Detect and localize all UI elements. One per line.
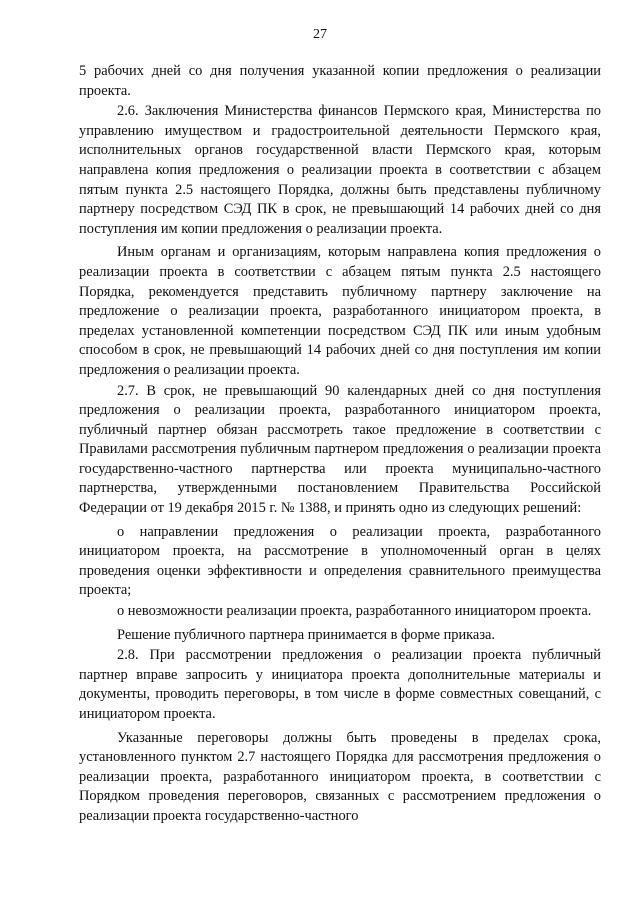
paragraph-2-6: 2.6. Заключения Министерства финансов Пермского края, Министерства по управлению имуществом и градостроительной деятельности Пермского края, исполнительных органов государственной власти Пермского края, которым направлена копия предложения о реализации проекта в соответствии с абзацем пятым пункта 2.5 настоящего Порядка, должны быть представлены публичному партнеру посредством СЭД ПК в срок, не превышающий 14 рабочих дней со дня поступления им копии предложения о реализации проекта. (79, 103, 601, 237)
paragraph-other-organs: Иным органам и организациям, которым направлена копия предложения о реализации проекта в соответствии с абзацем пятым пункта 2.5 настоящего Порядка, рекомендуется представить публичному партнеру заключение на предложение о реализации проекта, разработанного инициатором проекта, в пределах установленной компетенции посредством СЭД ПК или иным удобным способом в срок, не превышающий 14 рабочих дней со дня поступления им копии предложения о реализации проекта. (79, 244, 601, 378)
paragraph-negotiations: Указанные переговоры должны быть проведены в пределах срока, установленного пунктом 2.7 настоящего Порядка для рассмотрения предложения о реализации проекта, разработанного инициатором проекта, в соответствии с Порядком проведения переговоров, связанных с рассмотрением предложения о реализации проекта государственно-частного (79, 729, 601, 824)
document-body (79, 62, 601, 827)
paragraph-decision-1: о направлении предложения о реализации проекта, разработанного инициатором проекта, на рассмотрение в уполномоченный орган в целях проведения оценки эффективности и определения сравнительного преимущества проекта; (79, 523, 601, 599)
paragraph-order-form: Решение публичного партнера принимается в форме приказа. (117, 626, 495, 643)
paragraph-2-7: 2.7. В срок, не превышающий 90 календарных дней со дня поступления предложения о реализации проекта, разработанного инициатором проекта, публичный партнер обязан рассмотреть такое предложение в соответствии с Правилами рассмотрения публичным партнером предложения о реализации проекта государственно-частного партнерства или проекта муниципально-частного партнерства, утвержденными постановлением Правительства Российской Федерации от 19 декабря 2015 г. № 1388, и принять одно из следующих решений: (79, 382, 601, 517)
paragraph-decision-2: о невозможности реализации проекта, разработанного инициатором проекта. (117, 603, 592, 620)
paragraph-2-8: 2.8. При рассмотрении предложения о реализации проекта публичный партнер вправе запросить у инициатора проекта дополнительные материалы и документы, проводить переговоры, в том числе в форме совместных совещаний, с инициатором проекта. (79, 647, 601, 722)
paragraph-1: 5 рабочих дней со дня получения указанной копии предложения о реализации проекта. (79, 63, 601, 99)
page-number: 27 (313, 27, 327, 42)
